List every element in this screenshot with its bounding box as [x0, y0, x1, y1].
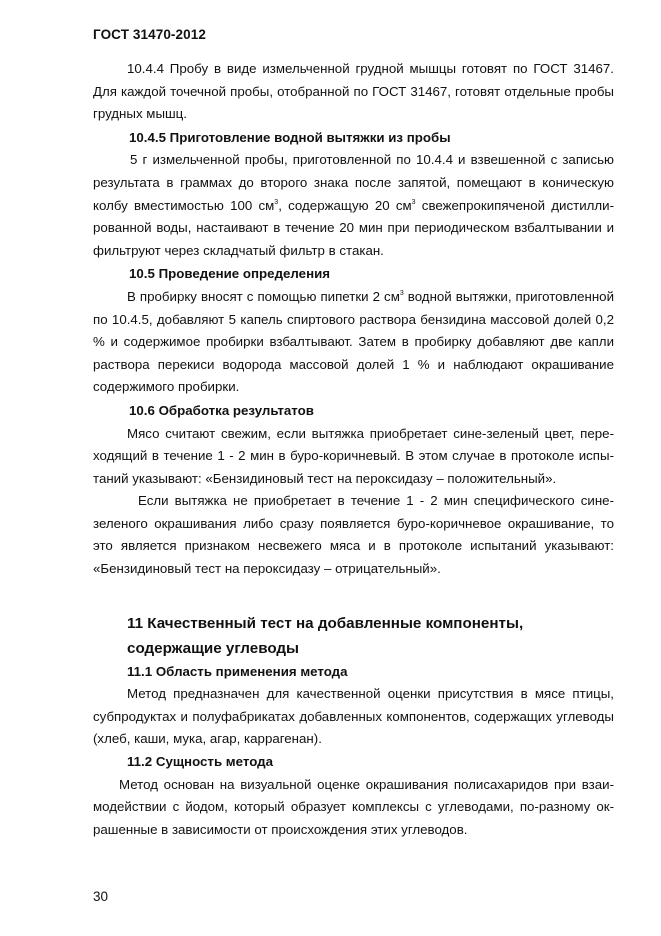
- subheading-10-5: 10.5 Проведение определения: [129, 266, 331, 282]
- cubic-superscript: 3: [411, 198, 416, 206]
- subheading-11-1: 11.1 Область применения метода: [127, 663, 348, 679]
- page-number: 30: [93, 889, 109, 904]
- document-body: [93, 58, 614, 841]
- paragraph-10-5-part-2: водной вытяжки, приготовленной по 10.4.5, добавляют 5 капель спиртового раствора бензидина массовой долей 0,2 % и содержимое пробирки взбалтывают. Затем в пробирку добавляют две капли раствора перекиси водорода массовой долей 1 % и наблюдают окрашивание содержимого пробирки.: [93, 288, 614, 395]
- paragraph-10-4-5-part-2: , содержащую 20 см: [278, 197, 412, 213]
- cubic-superscript: 3: [399, 289, 404, 297]
- paragraph-11-1: Метод предназначен для качественной оценки присутствия в мясе птицы, субпродуктах и полуфабрикатах добавленных компонентов, содержащих углеводы (хлеб, каши, мука, агар, каррагенан).: [93, 686, 614, 747]
- subheading-10-6: 10.6 Обработка результатов: [129, 402, 314, 418]
- paragraph-10-6-fresh: Мясо считают свежим, если вытяжка приобретает сине-зеленый цвет, переходящий в течение 1 - 2 мин в буро-коричневый. В этом случае в протоколе испытаний указывают: «Бензидиновый тест на пероксидазу – положительный».: [93, 425, 614, 486]
- cubic-superscript: 3: [274, 198, 279, 206]
- section-11-title: 11 Качественный тест на добавленные компоненты, содержащие углеводы: [127, 614, 524, 657]
- document-header: ГОСТ 31470-2012: [93, 27, 206, 42]
- subheading-11-2: 11.2 Сущность метода: [127, 754, 273, 770]
- paragraph-10-4-5-part-3: свежепрокипяченой дистиллированной воды, настаивают в течение 20 мин при периодическом взбалтывании и фильтруют через складчатый фильтр в стакан.: [93, 197, 614, 258]
- paragraph-10-4-5-part-1: 5 г измельченной пробы, приготовленной по 10.4.4 и взвешенной с записью результата в граммах до второго знака после запятой, помещают в коническую колбу вместимостью 100 см: [93, 152, 614, 213]
- paragraph-10-5-part-1: В пробирку вносят с помощью пипетки 2 см: [127, 288, 400, 304]
- paragraph-10-6-not-fresh: Если вытяжка не приобретает в течение 1 - 2 мин специфического сине-зеленого окрашивания либо сразу появляется буро-коричневое окрашивание, то это является признаком несвежего мяса и в протоколе испытаний указывают: «Бензидиновый тест на пероксидазу – отрицательный».: [93, 493, 614, 577]
- paragraph-10-5: [93, 286, 614, 399]
- paragraph-10-4-5: [93, 149, 614, 262]
- paragraph-10-4-4: 10.4.4 Пробу в виде измельченной грудной мышцы готовят по ГОСТ 31467. Для каждой точечной пробы, отобранной по ГОСТ 31467, готовят отдельные пробы грудных мышц.: [93, 61, 614, 122]
- subheading-10-4-5: 10.4.5 Приготовление водной вытяжки из пробы: [129, 129, 451, 145]
- paragraph-11-2: Метод основан на визуальной оценке окрашивания полисахаридов при взаимодействии с йодом, который образует комплексы с углеводами, по-разному окрашенные в зависимости от происхождения этих углеводов.: [93, 776, 614, 837]
